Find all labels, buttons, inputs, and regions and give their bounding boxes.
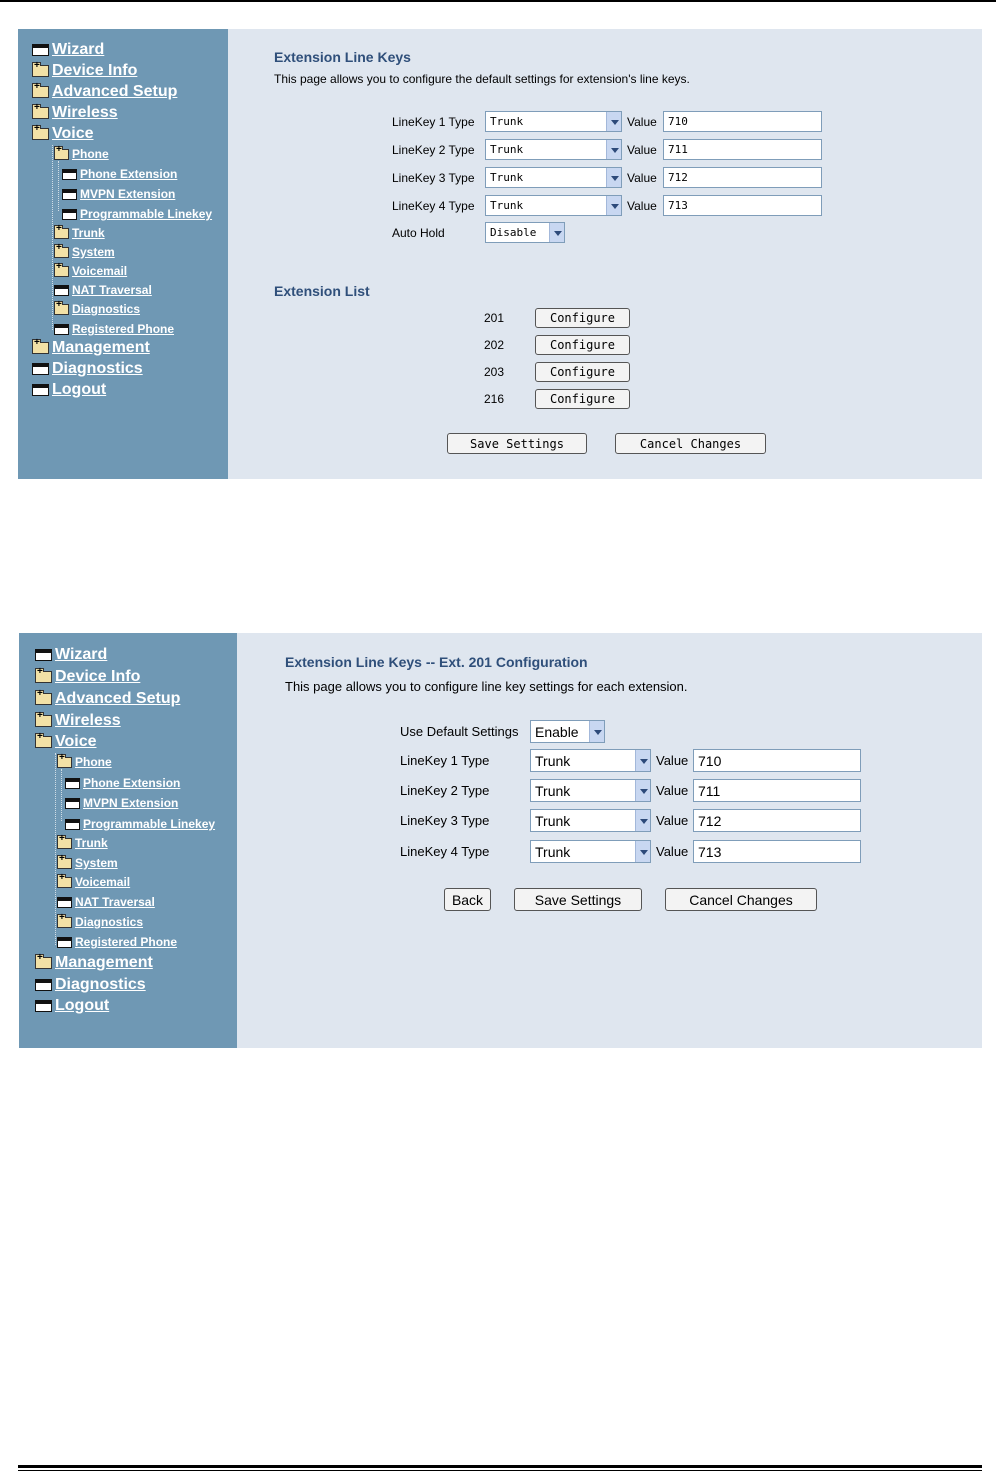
linekey-4-value-input[interactable]: 713 <box>693 840 861 863</box>
chevron-down-icon[interactable] <box>606 140 621 159</box>
use-default-settings-label: Use Default Settings <box>400 724 519 739</box>
sidebar-item[interactable] <box>35 712 121 730</box>
linekey-2-type-value: Trunk <box>490 143 524 156</box>
linekey-1-label: LineKey 1 Type <box>400 753 490 768</box>
folder-open-icon <box>35 693 52 705</box>
folder-open-icon <box>57 917 72 928</box>
linekey-3-type-value: Trunk <box>490 171 524 184</box>
sidebar-item-label: NAT Traversal <box>75 895 155 909</box>
sidebar-item-label: Device Info <box>55 668 141 685</box>
configure-button[interactable]: Configure <box>535 308 630 328</box>
sidebar-item[interactable] <box>35 954 153 972</box>
sidebar-item-label: Wireless <box>55 712 121 729</box>
configure-button[interactable]: Configure <box>535 335 630 355</box>
folder-open-icon <box>32 128 49 140</box>
linekey-2-label: LineKey 2 Type <box>400 783 490 798</box>
sidebar-item[interactable] <box>57 895 155 909</box>
extension-number: 201 <box>484 311 505 325</box>
sidebar-item[interactable] <box>57 915 143 929</box>
page-title: Extension Line Keys <box>274 49 411 65</box>
auto-hold-value: Disable <box>490 226 537 239</box>
sidebar-item-label: System <box>75 856 118 870</box>
folder-icon <box>32 384 49 396</box>
linekey-4-value-label: Value <box>656 844 689 859</box>
folder-icon <box>35 979 52 991</box>
folder-open-icon <box>57 858 72 869</box>
configure-button[interactable]: Configure <box>535 362 630 382</box>
extension-number: 202 <box>484 338 505 352</box>
linekey-1-type-value: Trunk <box>535 752 571 769</box>
folder-open-icon <box>32 107 49 119</box>
sidebar-item-label: Phone <box>72 147 109 161</box>
folder-open-icon <box>54 266 69 277</box>
sidebar-item-label: Voicemail <box>72 264 128 278</box>
chevron-down-icon[interactable] <box>635 780 650 801</box>
sidebar-item[interactable] <box>57 836 108 850</box>
sidebar-item-label: Diagnostics <box>72 302 141 316</box>
sidebar-item[interactable] <box>57 935 177 949</box>
linekey-4-type-value: Trunk <box>535 843 571 860</box>
folder-open-icon <box>35 957 52 969</box>
folder-icon <box>65 819 80 830</box>
sidebar-item[interactable] <box>32 41 104 59</box>
sidebar-item[interactable] <box>32 83 177 101</box>
sidebar-item[interactable] <box>35 690 180 708</box>
folder-open-icon <box>35 715 52 727</box>
sidebar-item-label: Voice <box>55 733 97 750</box>
sidebar-item-label: Wizard <box>55 646 108 663</box>
sidebar-item-label: Wizard <box>52 41 105 58</box>
use-default-settings-value: Enable <box>535 723 579 740</box>
sidebar <box>18 29 228 479</box>
folder-open-icon <box>54 247 69 258</box>
linekey-4-value-input[interactable]: 713 <box>663 195 822 216</box>
page-description: This page allows you to configure the default settings for extension's line keys. <box>274 72 690 86</box>
sidebar-item[interactable] <box>62 207 212 221</box>
tree-connector <box>52 145 53 330</box>
folder-open-icon <box>57 838 72 849</box>
linekey-4-label: LineKey 4 Type <box>400 844 490 859</box>
page-bottom-rule <box>18 1465 982 1468</box>
sidebar-item-label: Logout <box>52 381 107 398</box>
sidebar-item-label: Phone <box>75 755 112 769</box>
sidebar-item-label: Advanced Setup <box>55 690 181 707</box>
sidebar-item-label: MVPN Extension <box>80 187 176 201</box>
sidebar-item[interactable] <box>65 796 178 810</box>
linekey-1-value-label: Value <box>627 115 657 129</box>
linekey-1-type-select[interactable] <box>485 111 622 132</box>
folder-icon <box>62 189 77 200</box>
linekey-4-type-select[interactable] <box>485 195 622 216</box>
folder-open-icon <box>32 86 49 98</box>
sidebar-item-label: Management <box>55 954 153 971</box>
linekey-2-value-input[interactable]: 711 <box>663 139 822 160</box>
sidebar-item-label: Registered Phone <box>75 935 178 949</box>
tree-connector <box>61 769 62 821</box>
sidebar-item[interactable] <box>54 245 115 259</box>
sidebar-item[interactable] <box>54 302 140 316</box>
folder-icon <box>35 1000 52 1012</box>
linekey-1-value-input[interactable]: 710 <box>693 749 861 772</box>
linekey-2-value-input[interactable]: 711 <box>693 779 861 802</box>
folder-open-icon <box>35 736 52 748</box>
linekey-1-value-input[interactable]: 710 <box>663 111 822 132</box>
folder-open-icon <box>54 149 69 160</box>
linekey-1-type-value: Trunk <box>490 115 524 128</box>
linekey-4-label: LineKey 4 Type <box>392 199 475 213</box>
folder-open-icon <box>35 671 52 683</box>
sidebar-item-label: Diagnostics <box>52 360 143 377</box>
sidebar-item[interactable] <box>35 997 109 1015</box>
sidebar-item-label: Programmable Linekey <box>80 207 213 221</box>
sidebar-item[interactable] <box>32 360 143 378</box>
sidebar-item-label: Trunk <box>75 836 108 850</box>
folder-icon <box>62 209 77 220</box>
linekey-2-value-label: Value <box>627 143 657 157</box>
page-title: Extension Line Keys -- Ext. 201 Configuration <box>285 654 588 670</box>
sidebar-item-label: Registered Phone <box>72 322 175 336</box>
auto-hold-select[interactable] <box>485 222 565 243</box>
sidebar-item-label: Diagnostics <box>55 976 146 993</box>
sidebar-item[interactable] <box>62 167 177 181</box>
extension-number: 216 <box>484 392 505 406</box>
folder-icon <box>65 778 80 789</box>
folder-icon <box>57 897 72 908</box>
sidebar-item-label: Trunk <box>72 226 105 240</box>
sidebar-item[interactable] <box>32 381 106 399</box>
linekey-4-type-select[interactable] <box>530 840 651 863</box>
tree-connector <box>55 753 56 945</box>
chevron-down-icon[interactable] <box>635 750 650 771</box>
folder-open-icon <box>32 65 49 77</box>
sidebar-item[interactable] <box>54 147 109 161</box>
folder-icon <box>54 324 69 335</box>
sidebar-item-label: NAT Traversal <box>72 283 152 297</box>
linekey-1-type-select[interactable] <box>530 749 651 772</box>
linekey-2-type-value: Trunk <box>535 782 571 799</box>
sidebar-item-label: Programmable Linekey <box>83 817 216 831</box>
sidebar-item-label: Voicemail <box>75 875 131 889</box>
configure-button[interactable]: Configure <box>535 389 630 409</box>
linekey-3-label: LineKey 3 Type <box>400 813 490 828</box>
chevron-down-icon[interactable] <box>606 196 621 215</box>
sidebar-item-label: Voice <box>52 125 94 142</box>
folder-icon <box>35 649 52 661</box>
folder-icon <box>32 44 49 56</box>
folder-icon <box>32 363 49 375</box>
page-bottom-rule-thin <box>18 1470 982 1471</box>
linekey-2-type-select[interactable] <box>530 779 651 802</box>
sidebar-item-label: MVPN Extension <box>83 796 179 810</box>
linekey-3-value-input[interactable]: 712 <box>693 809 861 832</box>
sidebar-item[interactable] <box>35 646 107 664</box>
folder-icon <box>65 798 80 809</box>
linekey-2-label: LineKey 2 Type <box>392 143 475 157</box>
sidebar-item[interactable] <box>54 283 152 297</box>
folder-open-icon <box>54 228 69 239</box>
linekey-3-value-input[interactable]: 712 <box>663 167 822 188</box>
linekey-3-label: LineKey 3 Type <box>392 171 475 185</box>
sidebar-item[interactable] <box>57 875 130 889</box>
sidebar-item-label: System <box>72 245 115 259</box>
extension-list-title: Extension List <box>274 283 370 299</box>
save-settings-button[interactable]: Save Settings <box>514 888 642 911</box>
cancel-changes-button[interactable]: Cancel Changes <box>665 888 817 911</box>
linekey-2-type-select[interactable] <box>485 139 622 160</box>
sidebar-item[interactable] <box>65 817 215 831</box>
linekey-2-value-label: Value <box>656 783 689 798</box>
linekey-4-value-label: Value <box>627 199 657 213</box>
page-top-rule <box>0 0 996 2</box>
sidebar-item-label: Phone Extension <box>80 167 178 181</box>
folder-icon <box>57 937 72 948</box>
page-description: This page allows you to configure line key settings for each extension. <box>285 679 688 694</box>
sidebar <box>19 633 237 1048</box>
linekey-3-value-label: Value <box>656 813 689 828</box>
linekey-3-type-select[interactable] <box>485 167 622 188</box>
sidebar-item[interactable] <box>32 125 94 143</box>
chevron-down-icon[interactable] <box>549 223 564 242</box>
sidebar-item-label: Device Info <box>52 62 138 79</box>
auto-hold-label: Auto Hold <box>392 226 445 240</box>
folder-open-icon <box>54 304 69 315</box>
sidebar-item-label: Diagnostics <box>75 915 144 929</box>
sidebar-item-label: Advanced Setup <box>52 83 178 100</box>
chevron-down-icon[interactable] <box>589 721 604 742</box>
sidebar-item[interactable] <box>57 856 118 870</box>
folder-icon <box>62 169 77 180</box>
sidebar-item-label: Logout <box>55 997 110 1014</box>
save-settings-button[interactable]: Save Settings <box>447 433 587 454</box>
linekey-1-label: LineKey 1 Type <box>392 115 475 129</box>
sidebar-item[interactable] <box>62 187 175 201</box>
sidebar-item-label: Wireless <box>52 104 118 121</box>
sidebar-item[interactable] <box>54 226 105 240</box>
sidebar-item[interactable] <box>54 322 174 336</box>
sidebar-item[interactable] <box>35 668 140 686</box>
cancel-changes-button[interactable]: Cancel Changes <box>615 433 766 454</box>
extension-number: 203 <box>484 365 505 379</box>
sidebar-item-label: Phone Extension <box>83 776 181 790</box>
sidebar-item[interactable] <box>32 339 150 357</box>
linekey-1-value-label: Value <box>656 753 689 768</box>
sidebar-item[interactable] <box>57 755 112 769</box>
sidebar-item[interactable] <box>65 776 180 790</box>
chevron-down-icon[interactable] <box>635 841 650 862</box>
sidebar-item[interactable] <box>32 104 118 122</box>
chevron-down-icon[interactable] <box>635 810 650 831</box>
sidebar-item-label: Management <box>52 339 150 356</box>
chevron-down-icon[interactable] <box>606 168 621 187</box>
linekey-3-type-select[interactable] <box>530 809 651 832</box>
use-default-settings-select[interactable] <box>530 720 605 743</box>
chevron-down-icon[interactable] <box>606 112 621 131</box>
linekey-3-type-value: Trunk <box>535 812 571 829</box>
linekey-3-value-label: Value <box>627 171 657 185</box>
folder-open-icon <box>57 877 72 888</box>
folder-icon <box>54 285 69 296</box>
sidebar-item[interactable] <box>54 264 127 278</box>
sidebar-item[interactable] <box>35 976 146 994</box>
sidebar-item[interactable] <box>35 733 97 751</box>
folder-open-icon <box>32 342 49 354</box>
screenshot-2 <box>19 633 982 1048</box>
tree-connector <box>58 161 59 211</box>
screenshot-1 <box>18 29 982 479</box>
back-button[interactable]: Back <box>444 888 491 911</box>
linekey-4-type-value: Trunk <box>490 199 524 212</box>
folder-open-icon <box>57 757 72 768</box>
sidebar-item[interactable] <box>32 62 137 80</box>
